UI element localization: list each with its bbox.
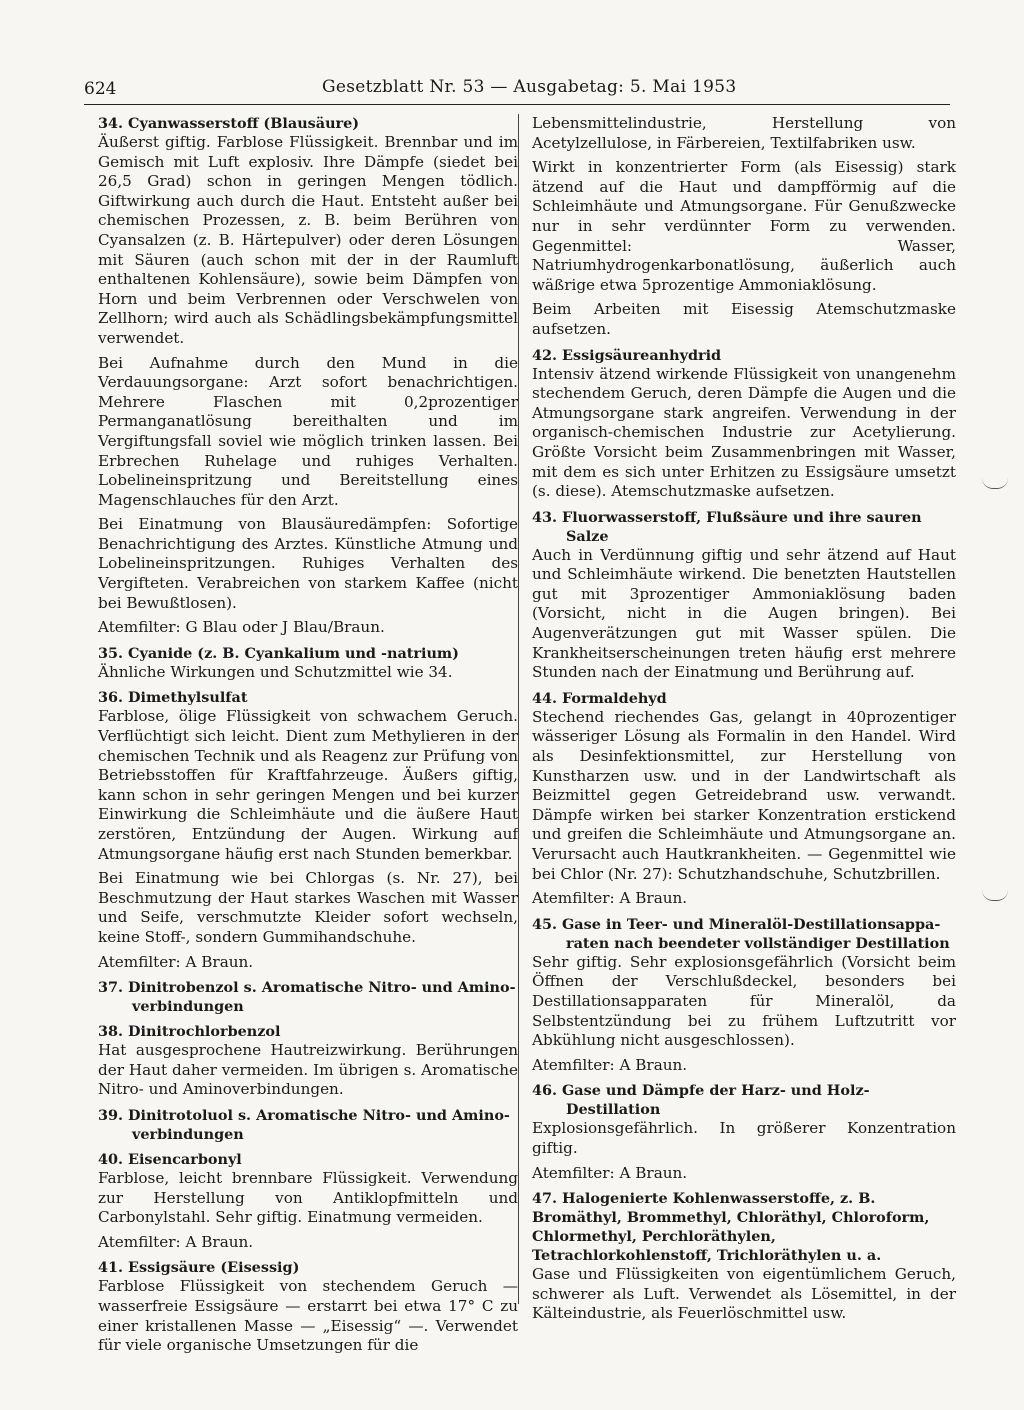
entry-title: Dimethylsulfat (128, 689, 248, 707)
entry-heading (98, 1258, 518, 1277)
entry-number: 39. (98, 1106, 124, 1124)
entry-number: 34. (98, 115, 124, 132)
entry-title: Gase in Teer- und Mineralöl-Destillationsappa- (562, 915, 941, 933)
entry-heading (98, 644, 518, 663)
entry (532, 508, 956, 683)
paragraph: Atemfilter: A Braun. (532, 1163, 688, 1182)
entry-title: Halogenierte Kohlenwasserstoffe, z. B. Bromäthyl, Brommethyl, Chloräthyl, Chloroform, Chlormethyl, Perchloräthylen, Tetrachlorkohlenstoff, Trichloräthylen u. a. (532, 1190, 930, 1265)
entry-number: 37. (98, 979, 124, 997)
paragraph: Sehr giftig. Sehr explosionsgefährlich (Vorsicht beim Öffnen der Verschlußdeckel, besonders bei Destillationsapparaten für Mineralöl, da Selbstentzündung bei zu frühem Luftzutritt vor Abkühlung nicht ausgeschlossen). (532, 952, 956, 1050)
entry-title-continued: raten nach beendeter vollständiger Destillation (566, 934, 950, 952)
entry-title: Cyanwasserstoff (Blausäure) (128, 115, 360, 132)
entry (98, 1106, 518, 1144)
entry-heading (532, 689, 956, 708)
entry (532, 1081, 956, 1183)
entry-title-continued: verbindungen (132, 1125, 244, 1143)
entry-title: Dinitrochlorbenzol (128, 1023, 281, 1041)
entry (98, 978, 518, 1016)
entry-number: 41. (98, 1259, 124, 1277)
paragraph: Atemfilter: A Braun. (532, 1055, 688, 1074)
paragraph: Stechend riechendes Gas, gelangt in 40prozentiger wässeriger Lösung als Formalin in den Handel. Wird als Desinfektionsmittel, zur Herstellung von Kunstharzen usw. und in der Landwirtschaft als Beizmittel gegen Getreidebrand usw. verwandt. Dämpfe wirken bei starker Konzentration erstickend und greifen die Schleimhäute und Atmungsorgane an. Verursacht auch Hautkrankheiten. — Gegenmittel wie bei Chlor (Nr. 27): Schutzhandschuhe, Schutzbrillen. (532, 707, 956, 883)
paragraph: Äußerst giftig. Farblose Flüssigkeit. Brennbar und im Gemisch mit Luft explosiv. Ihre Dämpfe (siedet bei 26,5 Grad) schon in geringen Mengen tödlich. Giftwirkung auch durch die Haut. Entsteht außer bei chemischen Prozessen, z. B. beim Berühren von Cyansalzen (z. B. Härtepulver) oder deren Lösungen mit Säuren (auch schon mit der in der Raumluft enthaltenen Kohlensäure), sowie beim Dämpfen von Horn und beim Verbrennen oder Verschwelen von Zellhorn; wird auch als Schädlingsbekämpfungsmittel verwendet. (98, 133, 518, 347)
margin-mark (982, 478, 1008, 489)
entry (532, 114, 956, 340)
entry (532, 915, 956, 1076)
entry (98, 688, 518, 972)
page-header (84, 76, 950, 102)
entry-title: Cyanide (z. B. Cyankalium und -natrium) (128, 644, 459, 662)
entry-title: Gase und Dämpfe der Harz- und Holz- (562, 1082, 870, 1100)
right-column (532, 114, 956, 1330)
entry-title: Essigsäureanhydrid (562, 346, 722, 364)
paragraph: Beim Arbeiten mit Eisessig Atemschutzmaske aufsetzen. (532, 300, 956, 338)
left-column (98, 114, 518, 1362)
entry-number: 44. (532, 689, 558, 707)
entry-heading (532, 915, 956, 953)
entry-heading (98, 1106, 518, 1144)
entry (98, 1022, 518, 1100)
paragraph: Bei Einatmung wie bei Chlorgas (s. Nr. 27), bei Beschmutzung der Haut starkes Waschen mit Wasser und Seife, verschmutzte Kleider sofort wechseln, keine Stoff-, sondern Gummihandschuhe. (98, 869, 518, 946)
entry (98, 644, 518, 683)
entry-heading (98, 978, 518, 1016)
paragraph: Bei Einatmung von Blausäuredämpfen: Sofortige Benachrichtigung des Arztes. Künstliche Atmung und Lobelineinspritzungen. Ruhiges Verhalten des Vergifteten. Verabreichen von starkem Kaffee (nicht bei Bewußtlosen). (98, 515, 518, 612)
paragraph: Explosionsgefährlich. In größerer Konzentration giftig. (532, 1119, 956, 1157)
entry-number: 43. (532, 508, 558, 526)
entry-title: Eisencarbonyl (128, 1150, 242, 1168)
paragraph: Intensiv ätzend wirkende Flüssigkeit von unangenehm stechendem Geruch, deren Dämpfe die Augen und die Atmungsorgane stark angreifen. Verwendung in der organisch-chemischen Industrie zur Acetylierung. Größte Vorsicht beim Zusammenbringen mit Wasser, mit dem es sich unter Erhitzen zu Essigsäure umsetzt (s. diese). Atemschutzmaske aufsetzen. (532, 364, 956, 501)
paragraph: Atemfilter: A Braun. (532, 889, 688, 908)
entry-title: Fluorwasserstoff, Flußsäure und ihre sauren (562, 508, 922, 526)
entry-heading (98, 1022, 518, 1041)
paragraph: Atemfilter: A Braun. (98, 1232, 254, 1251)
paragraph: Bei Aufnahme durch den Mund in die Verdauungsorgane: Arzt sofort benachrichtigen. Mehrere Flaschen mit 0,2prozentiger Permanganatlösung bereithalten und im Vergiftungsfall soviel wie möglich trinken lassen. Bei Erbrechen Ruhelage und ruhiges Verhalten. Lobelineinspritzung und Bereitstellung eines Magenschlauches für den Arzt. (98, 353, 518, 509)
paragraph: Gase und Flüssigkeiten von eigentümlichem Geruch, schwerer als Luft. Verwendet als Lösemittel, in der Kälteindustrie, als Feuerlöschmittel usw. (532, 1265, 956, 1323)
entry (98, 114, 518, 638)
entry-heading (532, 1189, 956, 1265)
gazette-title: Gesetzblatt Nr. 53 — Ausgabetag: 5. Mai 1953 (322, 77, 737, 97)
entry-heading (532, 1081, 956, 1119)
entry-title-continued: Salze (566, 527, 609, 545)
paragraph: Hat ausgesprochene Hautreizwirkung. Berührungen der Haut daher vermeiden. Im übrigen s. Aromatische Nitro- und Aminoverbindungen. (98, 1041, 518, 1099)
entry-title: Formaldehyd (562, 689, 667, 707)
entry-heading (532, 346, 956, 365)
paragraph: Ähnliche Wirkungen und Schutzmittel wie 34. (98, 662, 453, 681)
entry-title: Essigsäure (Eisessig) (128, 1259, 300, 1277)
entry-heading (532, 508, 956, 546)
entry-title: Dinitrotoluol s. Aromatische Nitro- und Amino- (128, 1106, 510, 1124)
entry-title-continued: verbindungen (132, 998, 244, 1016)
paragraph: Atemfilter: A Braun. (98, 952, 254, 971)
entry-number: 45. (532, 915, 558, 933)
paragraph: Wirkt in konzentrierter Form (als Eisessig) stark ätzend auf die Haut und dampfförmig auf die Schleimhäute und Atmungsorgane. Für Genußzwecke nur in sehr verdünnter Form zu verwenden. Gegenmittel: Wasser, Natriumhydrogenkarbonatlösung, äußerlich auch wäßrige etwa 5prozentige Ammoniaklösung. (532, 158, 956, 294)
entry-number: 46. (532, 1082, 558, 1100)
margin-mark (982, 890, 1008, 901)
paragraph: Lebensmittelindustrie, Herstellung von Acetylzellulose, in Färbereien, Textilfabriken usw. (532, 114, 956, 152)
entry-number: 47. (532, 1190, 558, 1208)
entry (98, 1258, 518, 1355)
entry-number: 36. (98, 689, 124, 707)
entry (98, 1150, 518, 1252)
paragraph: Atemfilter: G Blau oder J Blau/Braun. (98, 618, 385, 637)
column-divider (518, 114, 519, 1304)
entry-title-continued: Destillation (566, 1101, 661, 1119)
entry-number: 35. (98, 644, 124, 662)
paragraph: Farblose Flüssigkeit von stechendem Geruch — wasserfreie Essigsäure — erstarrt bei etwa 17° C zu einer kristallenen Masse — „Eisessig“ —. Verwendet für viele organische Umsetzungen für die (98, 1277, 518, 1355)
entry-heading (98, 688, 518, 707)
entry (532, 689, 956, 909)
page-number: 624 (84, 79, 117, 99)
header-rule (84, 104, 950, 105)
entry-heading (98, 1150, 518, 1169)
entry (532, 1189, 956, 1324)
paragraph: Farblose, ölige Flüssigkeit von schwachem Geruch. Verflüchtigt sich leicht. Dient zum Methylieren in der chemischen Technik und als Reagenz zur Prüfung von Betriebsstoffen für Kraftfahrzeuge. Äußers giftig, kann schon in sehr geringen Mengen und bei kurzer Einwirkung die Schleimhäute und die äußere Haut zerstören, Entzündung der Augen. Wirkung auf Atmungsorgane häufig erst nach Stunden bemerkbar. (98, 707, 518, 863)
entry (532, 346, 956, 502)
entry-title: Dinitrobenzol s. Aromatische Nitro- und Amino- (128, 979, 516, 997)
paragraph: Auch in Verdünnung giftig und sehr ätzend auf Haut und Schleimhäute wirkend. Die benetzten Hautstellen gut mit 3prozentiger Ammoniaklösung baden (Vorsicht, nicht in die Augen bringen). Bei Augenverätzungen gut mit Wasser spülen. Die Krankheitserscheinungen treten häufig erst mehrere Stunden nach der Einatmung und Berührung auf. (532, 545, 956, 682)
entry-heading (98, 114, 518, 133)
entry-number: 38. (98, 1023, 124, 1041)
entry-number: 40. (98, 1150, 124, 1168)
entry-number: 42. (532, 346, 558, 364)
paragraph: Farblose, leicht brennbare Flüssigkeit. Verwendung zur Herstellung von Antiklopfmitteln und Carbonylstahl. Sehr giftig. Einatmung vermeiden. (98, 1168, 518, 1227)
